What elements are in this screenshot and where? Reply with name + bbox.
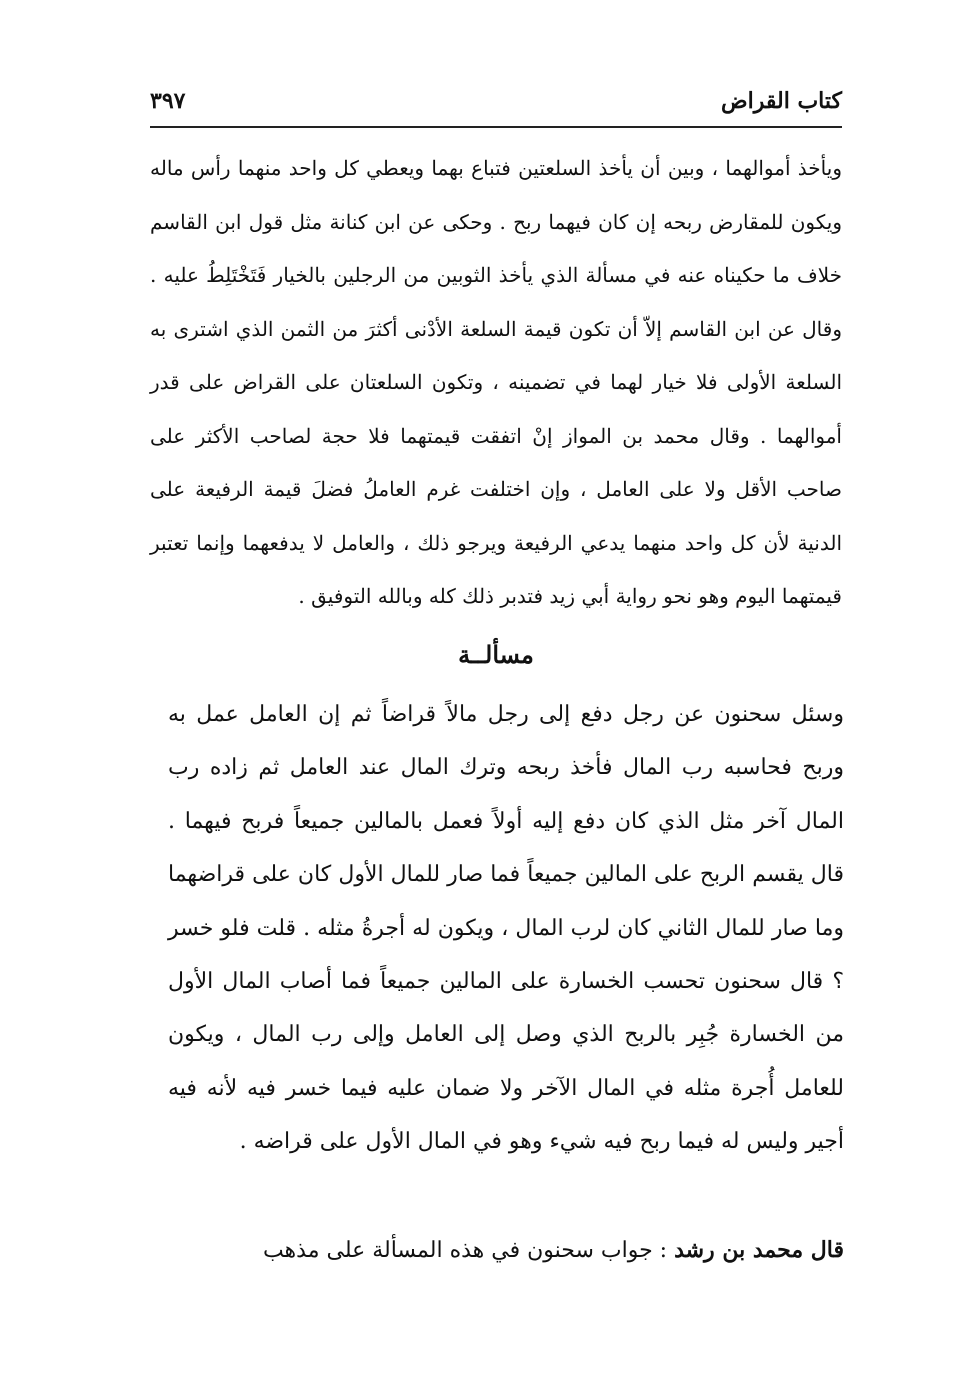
paragraph-text: ويأخذ أموالهما ، وبين أن يأخذ السلعتين فتباع بهما ويعطي كل واحد منهما رأس ماله ويكون للمقارض ربحه إن كان فيهما ربح . وحكى عن ابن كنانة مثل قول ابن القاسم خلاف ما حكيناه عنه في مسألة الذي يأخذ الثوبين من الرجلين بالخيار فَتَخْتَلِطُ عليه . وقال عن ابن القاسم إلاّ أن تكون قيمة السلعة الأدْنى أكثرَ من الثمن الذي اشترى به السلعة الأولى فلا خيار لهما في تضمينه ، وتكون السلعتان على القراض على قدر أموالهما . وقال محمد بن المواز إنْ اتفقت قيمتهما فلا حجة لصاحب الأكثر على صاحب الأقل ولا على العامل ، وإن اختلفت غرم العاملُ فضلَ قيمة الرفيعة على الدنية لأن كل واحد منهما يدعي الرفيعة ويرجو ذلك ، والعامل لا يدفعهما وإنما تعتبر قيمتهما اليوم وهو نحو رواية أبي زيد فتدبر ذلك كله وبالله التوفيق . (150, 156, 842, 608)
header-rule (150, 126, 842, 128)
paragraph-continuation (150, 142, 842, 624)
commentary-text: : جواب سحنون في هذه المسألة على مذهب (262, 1238, 675, 1263)
page-number: ٣٩٧ (150, 88, 186, 114)
section-heading: مسألــة (458, 640, 534, 669)
speaker-label: قال محمد بن رشد (674, 1237, 844, 1263)
paragraph-line (168, 1224, 844, 1277)
paragraph-question (168, 688, 844, 1169)
paragraph-commentary (168, 1224, 844, 1277)
running-title: كتاب القراض (721, 88, 842, 114)
paragraph-text: وسئل سحنون عن رجل دفع إلى رجل مالاً قراضاً ثم إن العامل عمل به وربح فحاسبه رب المال فأخذ ربحه وترك المال عند العامل ثم زاده رب المال آخر مثل الذي كان دفع إليه أولاً فعمل بالمالين جميعاً فربح فيهما . قال يقسم الربح على المالين جميعاً فما صار للمال الأول كان على قراضهما وما صار للمال الثاني كان لرب المال ، ويكون له أجرةُ مثله . قلت فلو خسر ؟ قال سحنون تحسب الخسارة على المالين جميعاً فما أصاب المال الأول من الخسارة جُبِر بالربح الذي وصل إلى العامل وإلى رب المال ، ويكون للعامل أُجرة مثله في المال الآخر ولا ضمان عليه فيما خسر فيه لأنه فيه أجير وليس له فيما ربح فيه شيء وهو في المال الأول على قراضه . (168, 702, 844, 1155)
page-header (150, 82, 842, 126)
